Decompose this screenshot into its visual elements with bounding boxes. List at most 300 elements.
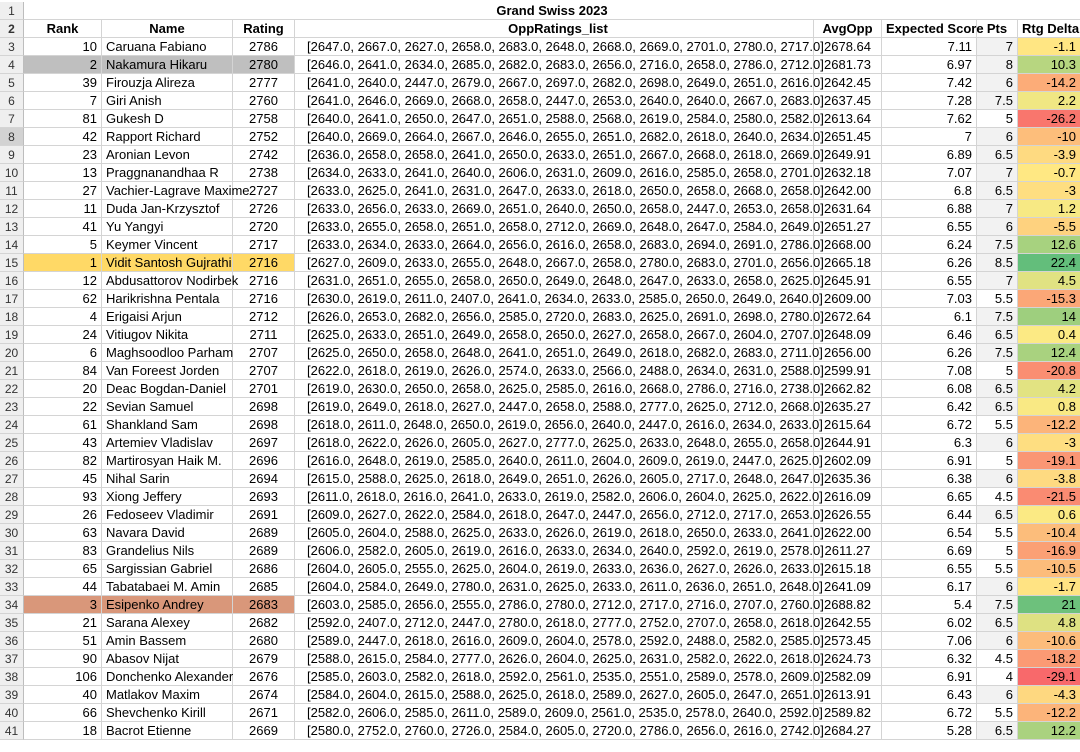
cell-rtg-delta[interactable]: 14 [1018, 308, 1080, 326]
cell-opp-ratings[interactable]: [2626.0, 2653.0, 2682.0, 2656.0, 2585.0, 2720.0, 2683.0, 2625.0, 2691.0, 2698.0, 2780.0] [295, 308, 814, 326]
cell-avg-opp[interactable]: 2641.09 [814, 578, 882, 596]
cell-name[interactable]: Tabatabaei M. Amin [102, 578, 233, 596]
row-header[interactable]: 26 [0, 452, 24, 470]
cell-pts[interactable]: 7.5 [977, 92, 1018, 110]
row-header[interactable]: 22 [0, 380, 24, 398]
cell-rating[interactable]: 2694 [233, 470, 295, 488]
cell-avg-opp[interactable]: 2615.18 [814, 560, 882, 578]
cell-name[interactable]: Sargissian Gabriel [102, 560, 233, 578]
cell-rating[interactable]: 2698 [233, 416, 295, 434]
cell-rtg-delta[interactable]: -29.1 [1018, 668, 1080, 686]
cell-expected-score[interactable]: 7.11 [882, 38, 977, 56]
cell-rating[interactable]: 2777 [233, 74, 295, 92]
cell-expected-score[interactable]: 7.42 [882, 74, 977, 92]
cell-pts[interactable]: 6 [977, 632, 1018, 650]
cell-avg-opp[interactable]: 2651.27 [814, 218, 882, 236]
cell-avg-opp[interactable]: 2642.55 [814, 614, 882, 632]
cell-opp-ratings[interactable]: [2647.0, 2667.0, 2627.0, 2658.0, 2683.0, 2648.0, 2668.0, 2669.0, 2701.0, 2780.0, 2717.0] [295, 38, 814, 56]
cell-rtg-delta[interactable]: -21.5 [1018, 488, 1080, 506]
cell-pts[interactable]: 6 [977, 434, 1018, 452]
cell-opp-ratings[interactable]: [2616.0, 2648.0, 2619.0, 2585.0, 2640.0, 2611.0, 2604.0, 2609.0, 2619.0, 2447.0, 2625.0] [295, 452, 814, 470]
cell-pts[interactable]: 6.5 [977, 326, 1018, 344]
cell-avg-opp[interactable]: 2642.00 [814, 182, 882, 200]
cell-avg-opp[interactable]: 2672.64 [814, 308, 882, 326]
cell-rtg-delta[interactable]: -3 [1018, 434, 1080, 452]
cell-name[interactable]: Giri Anish [102, 92, 233, 110]
row-header[interactable]: 32 [0, 560, 24, 578]
cell-opp-ratings[interactable]: [2618.0, 2622.0, 2626.0, 2605.0, 2627.0, 2777.0, 2625.0, 2633.0, 2648.0, 2655.0, 2658.0] [295, 434, 814, 452]
cell-name[interactable]: Gukesh D [102, 110, 233, 128]
cell-rank[interactable]: 61 [24, 416, 102, 434]
cell-pts[interactable]: 4.5 [977, 488, 1018, 506]
cell-rtg-delta[interactable]: -15.3 [1018, 290, 1080, 308]
cell-rating[interactable]: 2752 [233, 128, 295, 146]
cell-rtg-delta[interactable]: 4.2 [1018, 380, 1080, 398]
cell-avg-opp[interactable]: 2656.00 [814, 344, 882, 362]
sheet-title-cell[interactable]: Grand Swiss 2023 [24, 2, 1080, 20]
cell-rtg-delta[interactable]: -19.1 [1018, 452, 1080, 470]
cell-rtg-delta[interactable]: 0.4 [1018, 326, 1080, 344]
cell-rank[interactable]: 82 [24, 452, 102, 470]
row-header[interactable]: 12 [0, 200, 24, 218]
cell-rating[interactable]: 2760 [233, 92, 295, 110]
cell-name[interactable]: Firouzja Alireza [102, 74, 233, 92]
cell-rating[interactable]: 2697 [233, 434, 295, 452]
cell-expected-score[interactable]: 7.08 [882, 362, 977, 380]
cell-name[interactable]: Maghsoodloo Parham [102, 344, 233, 362]
row-header[interactable]: 30 [0, 524, 24, 542]
cell-avg-opp[interactable]: 2624.73 [814, 650, 882, 668]
cell-name[interactable]: Duda Jan-Krzysztof [102, 200, 233, 218]
cell-pts[interactable]: 6.5 [977, 398, 1018, 416]
cell-pts[interactable]: 7 [977, 272, 1018, 290]
cell-rank[interactable]: 26 [24, 506, 102, 524]
row-header[interactable]: 1 [0, 2, 24, 20]
cell-expected-score[interactable]: 7.07 [882, 164, 977, 182]
cell-rank[interactable]: 93 [24, 488, 102, 506]
cell-pts[interactable]: 5.5 [977, 290, 1018, 308]
cell-opp-ratings[interactable]: [2633.0, 2634.0, 2633.0, 2664.0, 2656.0, 2616.0, 2658.0, 2683.0, 2694.0, 2691.0, 2786.0] [295, 236, 814, 254]
cell-rank[interactable]: 84 [24, 362, 102, 380]
cell-expected-score[interactable]: 6.32 [882, 650, 977, 668]
cell-expected-score[interactable]: 6.55 [882, 560, 977, 578]
cell-avg-opp[interactable]: 2599.91 [814, 362, 882, 380]
cell-opp-ratings[interactable]: [2609.0, 2627.0, 2622.0, 2584.0, 2618.0, 2647.0, 2447.0, 2656.0, 2712.0, 2717.0, 2653.0] [295, 506, 814, 524]
header-rating[interactable]: Rating [233, 20, 295, 38]
cell-opp-ratings[interactable]: [2640.0, 2669.0, 2664.0, 2667.0, 2646.0, 2655.0, 2651.0, 2682.0, 2618.0, 2640.0, 2634.0] [295, 128, 814, 146]
header-name[interactable]: Name [102, 20, 233, 38]
cell-rtg-delta[interactable]: -18.2 [1018, 650, 1080, 668]
cell-rtg-delta[interactable]: 10.3 [1018, 56, 1080, 74]
cell-avg-opp[interactable]: 2645.91 [814, 272, 882, 290]
cell-pts[interactable]: 7 [977, 164, 1018, 182]
cell-rtg-delta[interactable]: -12.2 [1018, 704, 1080, 722]
cell-avg-opp[interactable]: 2649.91 [814, 146, 882, 164]
cell-rank[interactable]: 12 [24, 272, 102, 290]
cell-rank[interactable]: 10 [24, 38, 102, 56]
cell-rtg-delta[interactable]: -10 [1018, 128, 1080, 146]
cell-name[interactable]: Aronian Levon [102, 146, 233, 164]
cell-pts[interactable]: 7.5 [977, 236, 1018, 254]
cell-rating[interactable]: 2693 [233, 488, 295, 506]
row-header[interactable]: 37 [0, 650, 24, 668]
cell-rank[interactable]: 21 [24, 614, 102, 632]
row-header[interactable]: 8 [0, 128, 24, 146]
cell-rating[interactable]: 2685 [233, 578, 295, 596]
cell-avg-opp[interactable]: 2611.27 [814, 542, 882, 560]
cell-rank[interactable]: 62 [24, 290, 102, 308]
cell-pts[interactable]: 5.5 [977, 524, 1018, 542]
cell-avg-opp[interactable]: 2573.45 [814, 632, 882, 650]
cell-pts[interactable]: 6 [977, 218, 1018, 236]
row-header[interactable]: 6 [0, 92, 24, 110]
row-header[interactable]: 31 [0, 542, 24, 560]
cell-avg-opp[interactable]: 2642.45 [814, 74, 882, 92]
cell-expected-score[interactable]: 7.03 [882, 290, 977, 308]
cell-rank[interactable]: 2 [24, 56, 102, 74]
cell-expected-score[interactable]: 6.17 [882, 578, 977, 596]
row-header[interactable]: 24 [0, 416, 24, 434]
cell-pts[interactable]: 5 [977, 362, 1018, 380]
cell-rtg-delta[interactable]: -12.2 [1018, 416, 1080, 434]
cell-rating[interactable]: 2701 [233, 380, 295, 398]
cell-rtg-delta[interactable]: 4.5 [1018, 272, 1080, 290]
cell-rank[interactable]: 18 [24, 722, 102, 740]
cell-rating[interactable]: 2669 [233, 722, 295, 740]
cell-avg-opp[interactable]: 2622.00 [814, 524, 882, 542]
cell-expected-score[interactable]: 6.89 [882, 146, 977, 164]
cell-rating[interactable]: 2696 [233, 452, 295, 470]
cell-name[interactable]: Shevchenko Kirill [102, 704, 233, 722]
cell-opp-ratings[interactable]: [2588.0, 2615.0, 2584.0, 2777.0, 2626.0, 2604.0, 2625.0, 2631.0, 2582.0, 2622.0, 2618.0] [295, 650, 814, 668]
cell-opp-ratings[interactable]: [2603.0, 2585.0, 2656.0, 2555.0, 2786.0, 2780.0, 2712.0, 2717.0, 2716.0, 2707.0, 2760.0] [295, 596, 814, 614]
cell-opp-ratings[interactable]: [2611.0, 2618.0, 2616.0, 2641.0, 2633.0, 2619.0, 2582.0, 2606.0, 2604.0, 2625.0, 2622.0] [295, 488, 814, 506]
cell-rank[interactable]: 43 [24, 434, 102, 452]
row-header[interactable]: 41 [0, 722, 24, 740]
cell-avg-opp[interactable]: 2688.82 [814, 596, 882, 614]
cell-avg-opp[interactable]: 2678.64 [814, 38, 882, 56]
cell-opp-ratings[interactable]: [2630.0, 2619.0, 2611.0, 2407.0, 2641.0, 2634.0, 2633.0, 2585.0, 2650.0, 2649.0, 2640.0] [295, 290, 814, 308]
cell-rating[interactable]: 2717 [233, 236, 295, 254]
cell-opp-ratings[interactable]: [2584.0, 2604.0, 2615.0, 2588.0, 2625.0, 2618.0, 2589.0, 2627.0, 2605.0, 2647.0, 2651.0] [295, 686, 814, 704]
cell-rank[interactable]: 20 [24, 380, 102, 398]
cell-opp-ratings[interactable]: [2646.0, 2641.0, 2634.0, 2685.0, 2682.0, 2683.0, 2656.0, 2716.0, 2658.0, 2786.0, 2712.0] [295, 56, 814, 74]
header-rank[interactable]: Rank [24, 20, 102, 38]
cell-expected-score[interactable]: 6.26 [882, 344, 977, 362]
cell-rating[interactable]: 2689 [233, 524, 295, 542]
cell-rtg-delta[interactable]: 0.6 [1018, 506, 1080, 524]
row-header[interactable]: 7 [0, 110, 24, 128]
cell-pts[interactable]: 8.5 [977, 254, 1018, 272]
row-header[interactable]: 13 [0, 218, 24, 236]
cell-avg-opp[interactable]: 2589.82 [814, 704, 882, 722]
cell-rating[interactable]: 2738 [233, 164, 295, 182]
row-header[interactable]: 14 [0, 236, 24, 254]
cell-rank[interactable]: 66 [24, 704, 102, 722]
cell-rating[interactable]: 2716 [233, 290, 295, 308]
cell-name[interactable]: Abasov Nijat [102, 650, 233, 668]
cell-expected-score[interactable]: 6.1 [882, 308, 977, 326]
cell-rating[interactable]: 2712 [233, 308, 295, 326]
cell-rating[interactable]: 2691 [233, 506, 295, 524]
row-header[interactable]: 11 [0, 182, 24, 200]
cell-pts[interactable]: 6 [977, 128, 1018, 146]
row-header[interactable]: 33 [0, 578, 24, 596]
cell-avg-opp[interactable]: 2644.91 [814, 434, 882, 452]
cell-rank[interactable]: 1 [24, 254, 102, 272]
cell-name[interactable]: Navara David [102, 524, 233, 542]
cell-name[interactable]: Amin Bassem [102, 632, 233, 650]
cell-opp-ratings[interactable]: [2592.0, 2407.0, 2712.0, 2447.0, 2780.0, 2618.0, 2777.0, 2752.0, 2707.0, 2658.0, 2618.0] [295, 614, 814, 632]
cell-opp-ratings[interactable]: [2640.0, 2641.0, 2650.0, 2647.0, 2651.0, 2588.0, 2568.0, 2619.0, 2584.0, 2580.0, 2582.0] [295, 110, 814, 128]
cell-opp-ratings[interactable]: [2633.0, 2656.0, 2633.0, 2669.0, 2651.0, 2640.0, 2650.0, 2658.0, 2447.0, 2653.0, 2658.0] [295, 200, 814, 218]
cell-opp-ratings[interactable]: [2615.0, 2588.0, 2625.0, 2618.0, 2649.0, 2651.0, 2626.0, 2605.0, 2717.0, 2648.0, 2647.0] [295, 470, 814, 488]
cell-rating[interactable]: 2716 [233, 272, 295, 290]
cell-rank[interactable]: 39 [24, 74, 102, 92]
cell-pts[interactable]: 6 [977, 686, 1018, 704]
cell-opp-ratings[interactable]: [2585.0, 2603.0, 2582.0, 2618.0, 2592.0, 2561.0, 2535.0, 2551.0, 2589.0, 2578.0, 2609.0] [295, 668, 814, 686]
row-header[interactable]: 38 [0, 668, 24, 686]
cell-name[interactable]: Shankland Sam [102, 416, 233, 434]
cell-rtg-delta[interactable]: 0.8 [1018, 398, 1080, 416]
cell-avg-opp[interactable]: 2613.91 [814, 686, 882, 704]
cell-pts[interactable]: 7.5 [977, 596, 1018, 614]
cell-expected-score[interactable]: 6.26 [882, 254, 977, 272]
cell-avg-opp[interactable]: 2684.27 [814, 722, 882, 740]
cell-rtg-delta[interactable]: -16.9 [1018, 542, 1080, 560]
cell-expected-score[interactable]: 6.42 [882, 398, 977, 416]
row-header[interactable]: 27 [0, 470, 24, 488]
cell-avg-opp[interactable]: 2651.45 [814, 128, 882, 146]
cell-rank[interactable]: 106 [24, 668, 102, 686]
cell-opp-ratings[interactable]: [2625.0, 2633.0, 2651.0, 2649.0, 2658.0, 2650.0, 2627.0, 2658.0, 2667.0, 2604.0, 2707.0] [295, 326, 814, 344]
cell-rating[interactable]: 2680 [233, 632, 295, 650]
cell-expected-score[interactable]: 6.24 [882, 236, 977, 254]
cell-expected-score[interactable]: 6.44 [882, 506, 977, 524]
row-header[interactable]: 23 [0, 398, 24, 416]
cell-avg-opp[interactable]: 2626.55 [814, 506, 882, 524]
cell-pts[interactable]: 6 [977, 74, 1018, 92]
cell-name[interactable]: Fedoseev Vladimir [102, 506, 233, 524]
cell-opp-ratings[interactable]: [2618.0, 2611.0, 2648.0, 2650.0, 2619.0, 2656.0, 2640.0, 2447.0, 2616.0, 2634.0, 2633.0] [295, 416, 814, 434]
cell-rank[interactable]: 51 [24, 632, 102, 650]
cell-rtg-delta[interactable]: -0.7 [1018, 164, 1080, 182]
cell-rtg-delta[interactable]: -5.5 [1018, 218, 1080, 236]
header-opp-ratings[interactable]: OppRatings_list [295, 20, 814, 38]
cell-rtg-delta[interactable]: 22.4 [1018, 254, 1080, 272]
cell-rtg-delta[interactable]: -10.4 [1018, 524, 1080, 542]
cell-name[interactable]: Harikrishna Pentala [102, 290, 233, 308]
cell-rank[interactable]: 4 [24, 308, 102, 326]
cell-expected-score[interactable]: 6.8 [882, 182, 977, 200]
cell-rating[interactable]: 2698 [233, 398, 295, 416]
cell-pts[interactable]: 7 [977, 200, 1018, 218]
cell-rank[interactable]: 13 [24, 164, 102, 182]
cell-opp-ratings[interactable]: [2625.0, 2650.0, 2658.0, 2648.0, 2641.0, 2651.0, 2649.0, 2618.0, 2682.0, 2683.0, 2711.0] [295, 344, 814, 362]
cell-rating[interactable]: 2758 [233, 110, 295, 128]
cell-rtg-delta[interactable]: -4.3 [1018, 686, 1080, 704]
cell-rtg-delta[interactable]: -3.8 [1018, 470, 1080, 488]
row-header[interactable]: 4 [0, 56, 24, 74]
cell-pts[interactable]: 7.5 [977, 344, 1018, 362]
cell-avg-opp[interactable]: 2637.45 [814, 92, 882, 110]
cell-opp-ratings[interactable]: [2582.0, 2606.0, 2585.0, 2611.0, 2589.0, 2609.0, 2561.0, 2535.0, 2578.0, 2640.0, 2592.0] [295, 704, 814, 722]
cell-name[interactable]: Abdusattorov Nodirbek [102, 272, 233, 290]
cell-opp-ratings[interactable]: [2604.0, 2605.0, 2555.0, 2625.0, 2604.0, 2619.0, 2633.0, 2636.0, 2627.0, 2626.0, 2633.0] [295, 560, 814, 578]
cell-name[interactable]: Vidit Santosh Gujrathi [102, 254, 233, 272]
row-header[interactable]: 19 [0, 326, 24, 344]
cell-avg-opp[interactable]: 2665.18 [814, 254, 882, 272]
cell-rank[interactable]: 40 [24, 686, 102, 704]
cell-opp-ratings[interactable]: [2636.0, 2658.0, 2658.0, 2641.0, 2650.0, 2633.0, 2651.0, 2667.0, 2668.0, 2618.0, 2669.0] [295, 146, 814, 164]
cell-avg-opp[interactable]: 2615.64 [814, 416, 882, 434]
cell-avg-opp[interactable]: 2632.18 [814, 164, 882, 182]
cell-rating[interactable]: 2676 [233, 668, 295, 686]
cell-opp-ratings[interactable]: [2589.0, 2447.0, 2618.0, 2616.0, 2609.0, 2604.0, 2578.0, 2592.0, 2488.0, 2582.0, 2585.0] [295, 632, 814, 650]
cell-name[interactable]: Martirosyan Haik M. [102, 452, 233, 470]
cell-name[interactable]: Matlakov Maxim [102, 686, 233, 704]
cell-pts[interactable]: 8 [977, 56, 1018, 74]
cell-rtg-delta[interactable]: 12.6 [1018, 236, 1080, 254]
cell-expected-score[interactable]: 6.91 [882, 452, 977, 470]
cell-rating[interactable]: 2683 [233, 596, 295, 614]
cell-name[interactable]: Sevian Samuel [102, 398, 233, 416]
cell-opp-ratings[interactable]: [2641.0, 2646.0, 2669.0, 2668.0, 2658.0, 2447.0, 2653.0, 2640.0, 2640.0, 2667.0, 2683.0] [295, 92, 814, 110]
cell-rating[interactable]: 2671 [233, 704, 295, 722]
cell-pts[interactable]: 7 [977, 38, 1018, 56]
cell-rating[interactable]: 2689 [233, 542, 295, 560]
cell-expected-score[interactable]: 6.69 [882, 542, 977, 560]
cell-pts[interactable]: 5.5 [977, 560, 1018, 578]
cell-expected-score[interactable]: 6.91 [882, 668, 977, 686]
cell-expected-score[interactable]: 6.54 [882, 524, 977, 542]
cell-avg-opp[interactable]: 2631.64 [814, 200, 882, 218]
cell-pts[interactable]: 7.5 [977, 308, 1018, 326]
cell-rtg-delta[interactable]: 1.2 [1018, 200, 1080, 218]
cell-pts[interactable]: 5 [977, 542, 1018, 560]
row-header[interactable]: 35 [0, 614, 24, 632]
cell-name[interactable]: Grandelius Nils [102, 542, 233, 560]
cell-expected-score[interactable]: 7 [882, 128, 977, 146]
cell-expected-score[interactable]: 5.28 [882, 722, 977, 740]
cell-expected-score[interactable]: 6.38 [882, 470, 977, 488]
cell-rating[interactable]: 2674 [233, 686, 295, 704]
cell-expected-score[interactable]: 6.97 [882, 56, 977, 74]
cell-expected-score[interactable]: 6.72 [882, 704, 977, 722]
cell-avg-opp[interactable]: 2668.00 [814, 236, 882, 254]
cell-rank[interactable]: 6 [24, 344, 102, 362]
row-header[interactable]: 10 [0, 164, 24, 182]
cell-name[interactable]: Keymer Vincent [102, 236, 233, 254]
cell-opp-ratings[interactable]: [2633.0, 2625.0, 2641.0, 2631.0, 2647.0, 2633.0, 2618.0, 2650.0, 2658.0, 2668.0, 2658.0] [295, 182, 814, 200]
cell-rank[interactable]: 7 [24, 92, 102, 110]
cell-rank[interactable]: 23 [24, 146, 102, 164]
cell-rank[interactable]: 42 [24, 128, 102, 146]
cell-opp-ratings[interactable]: [2641.0, 2640.0, 2447.0, 2679.0, 2667.0, 2697.0, 2682.0, 2698.0, 2649.0, 2651.0, 2616.0] [295, 74, 814, 92]
cell-avg-opp[interactable]: 2681.73 [814, 56, 882, 74]
row-header[interactable]: 20 [0, 344, 24, 362]
cell-opp-ratings[interactable]: [2633.0, 2655.0, 2658.0, 2651.0, 2658.0, 2712.0, 2669.0, 2648.0, 2647.0, 2584.0, 2649.0] [295, 218, 814, 236]
cell-rating[interactable]: 2679 [233, 650, 295, 668]
cell-opp-ratings[interactable]: [2580.0, 2752.0, 2760.0, 2726.0, 2584.0, 2605.0, 2720.0, 2786.0, 2656.0, 2616.0, 2742.0] [295, 722, 814, 740]
cell-rank[interactable]: 5 [24, 236, 102, 254]
cell-avg-opp[interactable]: 2602.09 [814, 452, 882, 470]
cell-avg-opp[interactable]: 2662.82 [814, 380, 882, 398]
cell-expected-score[interactable]: 6.46 [882, 326, 977, 344]
cell-opp-ratings[interactable]: [2634.0, 2633.0, 2641.0, 2640.0, 2606.0, 2631.0, 2609.0, 2616.0, 2585.0, 2658.0, 2701.0] [295, 164, 814, 182]
cell-rtg-delta[interactable]: 12.4 [1018, 344, 1080, 362]
cell-rank[interactable]: 81 [24, 110, 102, 128]
cell-expected-score[interactable]: 7.06 [882, 632, 977, 650]
cell-name[interactable]: Yu Yangyi [102, 218, 233, 236]
cell-name[interactable]: Esipenko Andrey [102, 596, 233, 614]
cell-avg-opp[interactable]: 2635.27 [814, 398, 882, 416]
cell-rtg-delta[interactable]: -1.7 [1018, 578, 1080, 596]
cell-rtg-delta[interactable]: 2.2 [1018, 92, 1080, 110]
cell-rating[interactable]: 2686 [233, 560, 295, 578]
cell-pts[interactable]: 4 [977, 668, 1018, 686]
cell-expected-score[interactable]: 6.02 [882, 614, 977, 632]
cell-pts[interactable]: 4.5 [977, 650, 1018, 668]
cell-rating[interactable]: 2716 [233, 254, 295, 272]
cell-opp-ratings[interactable]: [2619.0, 2630.0, 2650.0, 2658.0, 2625.0, 2585.0, 2616.0, 2668.0, 2786.0, 2716.0, 2738.0] [295, 380, 814, 398]
row-header[interactable]: 15 [0, 254, 24, 272]
cell-expected-score[interactable]: 6.43 [882, 686, 977, 704]
cell-rtg-delta[interactable]: -20.8 [1018, 362, 1080, 380]
cell-rating[interactable]: 2707 [233, 344, 295, 362]
row-header[interactable]: 16 [0, 272, 24, 290]
cell-expected-score[interactable]: 5.4 [882, 596, 977, 614]
cell-rtg-delta[interactable]: -10.5 [1018, 560, 1080, 578]
row-header[interactable]: 21 [0, 362, 24, 380]
row-header[interactable]: 9 [0, 146, 24, 164]
cell-name[interactable]: Caruana Fabiano [102, 38, 233, 56]
cell-rank[interactable]: 45 [24, 470, 102, 488]
cell-name[interactable]: Xiong Jeffery [102, 488, 233, 506]
cell-expected-score[interactable]: 7.62 [882, 110, 977, 128]
cell-rtg-delta[interactable]: -3.9 [1018, 146, 1080, 164]
cell-pts[interactable]: 6.5 [977, 380, 1018, 398]
cell-rtg-delta[interactable]: 21 [1018, 596, 1080, 614]
cell-expected-score[interactable]: 6.3 [882, 434, 977, 452]
row-header[interactable]: 5 [0, 74, 24, 92]
cell-expected-score[interactable]: 7.28 [882, 92, 977, 110]
cell-name[interactable]: Nakamura Hikaru [102, 56, 233, 74]
cell-rtg-delta[interactable]: -26.2 [1018, 110, 1080, 128]
cell-rank[interactable]: 41 [24, 218, 102, 236]
cell-name[interactable]: Vitiugov Nikita [102, 326, 233, 344]
row-header[interactable]: 39 [0, 686, 24, 704]
cell-avg-opp[interactable]: 2616.09 [814, 488, 882, 506]
cell-rating[interactable]: 2711 [233, 326, 295, 344]
cell-rank[interactable]: 27 [24, 182, 102, 200]
cell-opp-ratings[interactable]: [2604.0, 2584.0, 2649.0, 2780.0, 2631.0, 2625.0, 2633.0, 2611.0, 2636.0, 2651.0, 2648.0] [295, 578, 814, 596]
cell-pts[interactable]: 6 [977, 470, 1018, 488]
cell-avg-opp[interactable]: 2635.36 [814, 470, 882, 488]
cell-expected-score[interactable]: 6.55 [882, 218, 977, 236]
cell-expected-score[interactable]: 6.08 [882, 380, 977, 398]
cell-pts[interactable]: 6 [977, 578, 1018, 596]
row-header[interactable]: 40 [0, 704, 24, 722]
cell-rating[interactable]: 2707 [233, 362, 295, 380]
cell-rating[interactable]: 2780 [233, 56, 295, 74]
cell-rtg-delta[interactable]: -3 [1018, 182, 1080, 200]
cell-rating[interactable]: 2742 [233, 146, 295, 164]
cell-name[interactable]: Donchenko Alexander [102, 668, 233, 686]
cell-name[interactable]: Praggnanandhaa R [102, 164, 233, 182]
cell-rating[interactable]: 2727 [233, 182, 295, 200]
cell-pts[interactable]: 5.5 [977, 416, 1018, 434]
